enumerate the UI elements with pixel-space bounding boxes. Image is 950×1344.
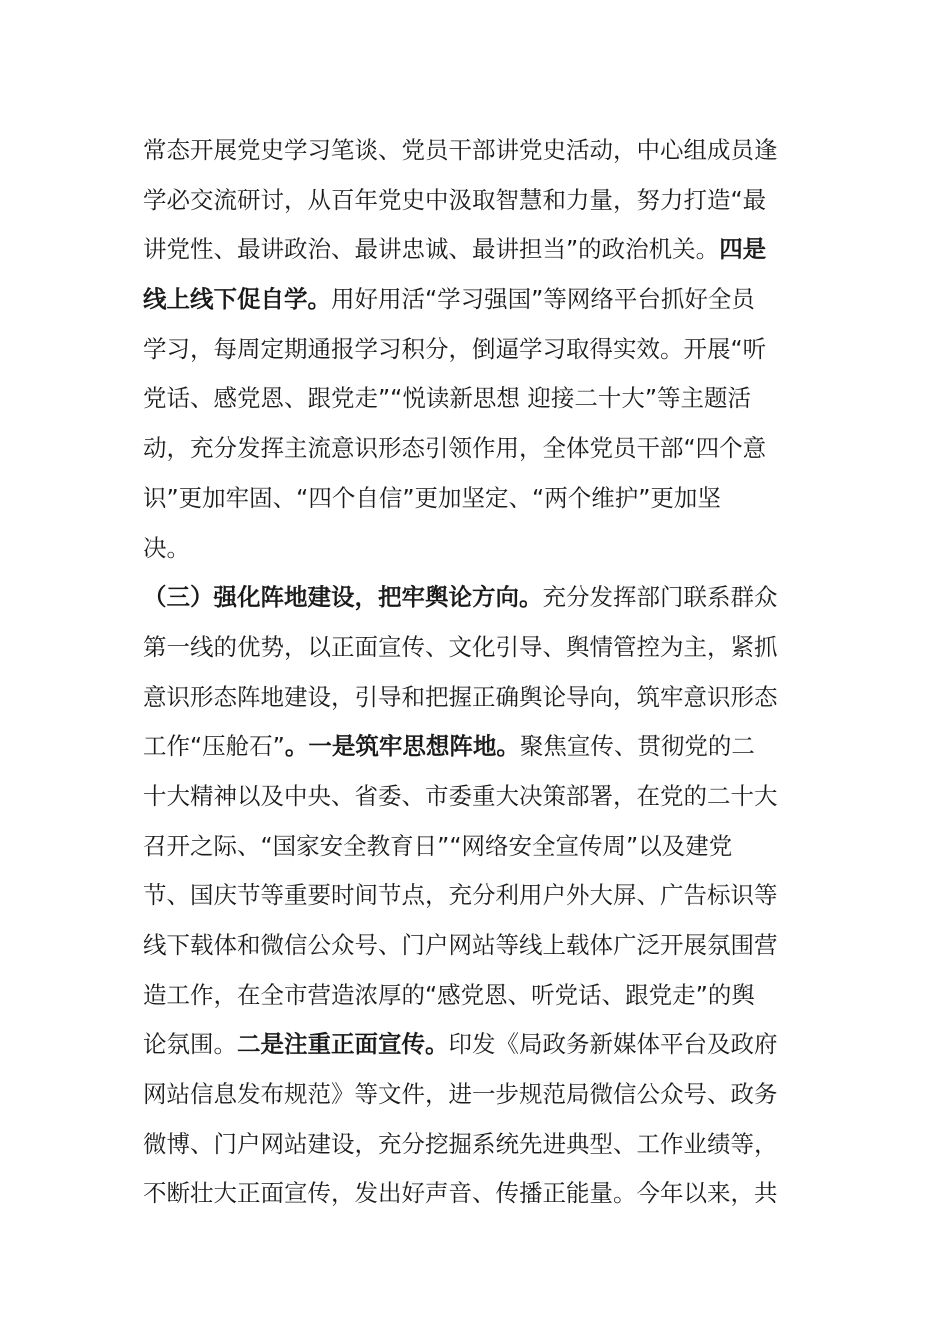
text-line [143,126,803,176]
bold-text-segment: 四是 [719,235,767,264]
text-segment: 工作“压舱石” [143,732,285,761]
text-segment: 讲党性、最讲政治、最讲忠诚、最讲担当”的政治机关。 [143,235,720,264]
text-segment: 论氛围。 [143,1030,237,1059]
text-line [143,1020,803,1070]
text-segment: 第一线的优势，以正面宣传、文化引导、舆情管控为主，紧抓 [143,632,778,661]
text-segment: 识”更加牢固、“四个自信”更加坚定、“两个维护”更加坚 [143,483,721,512]
text-segment: 常态开展党史学习笔谈、党员干部讲党史活动，中心组成员逢 [143,136,778,164]
text-segment: 节、国庆节等重要时间节点，充分利用户外大屏、广告标识等 [143,881,778,910]
text-segment: 用好用活“学习强国”等网络平台抓好全员 [331,285,755,314]
text-segment: 学习，每周定期通报学习积分，倒逼学习取得实效。开展“听 [143,334,767,363]
text-segment: 网站信息发布规范》等文件，进一步规范局微信公众号、政务 [143,1080,778,1109]
text-line [143,722,803,772]
text-segment: 意识形态阵地建设，引导和把握正确舆论导向，筑牢意识形态 [143,682,778,711]
text-line [143,176,803,226]
text-line [143,374,803,424]
text-segment: 党话、感党恩、跟党走”“悦读新思想 迎接二十大”等主题活 [143,384,751,413]
text-line [143,822,803,872]
text-line [143,673,803,723]
bold-text-segment: 二是注重正面宣传。 [237,1030,449,1059]
text-line [143,772,803,822]
text-line [143,921,803,971]
text-line [143,225,803,275]
bold-text-segment: （三）强化阵地建设，把牢舆论方向。 [143,583,543,612]
text-line [143,1120,803,1170]
text-line [143,623,803,673]
text-segment: 聚焦宣传、贯彻党的二 [519,732,755,761]
document-page [143,126,803,1219]
text-segment: 充分发挥部门联系群众 [542,583,778,612]
text-line [143,474,803,524]
text-line [143,871,803,921]
text-line [143,275,803,325]
text-line [143,1070,803,1120]
text-segment: 不断壮大正面宣传，发出好声音、传播正能量。今年以来，共 [143,1179,778,1208]
text-segment: 微博、门户网站建设，充分挖掘系统先进典型、工作业绩等， [143,1129,778,1158]
text-segment: 印发《局政务新媒体平台及政府 [448,1030,778,1059]
bold-text-segment: 。一是筑牢思想阵地。 [284,732,520,761]
text-line [143,524,803,574]
text-line [143,325,803,375]
text-segment: 召开之际、“国家安全教育日”“网络安全宣传周”以及建党 [143,831,733,860]
text-segment: 决。 [143,533,190,562]
text-segment: 动，充分发挥主流意识形态引领作用，全体党员干部“四个意 [143,434,767,463]
text-segment: 线下载体和微信公众号、门户网站等线上载体广泛开展氛围营 [143,931,778,959]
text-segment: 十大精神以及中央、省委、市委重大决策部署，在党的二十大 [143,781,778,810]
text-line [143,573,803,623]
text-line [143,971,803,1021]
text-line [143,424,803,474]
text-segment: 学必交流研讨，从百年党史中汲取智慧和力量，努力打造“最 [143,185,767,214]
text-segment: 造工作，在全市营造浓厚的“感党恩、听党话、跟党走”的舆 [143,980,755,1009]
text-line [143,1169,803,1219]
bold-text-segment: 线上线下促自学。 [143,285,331,314]
